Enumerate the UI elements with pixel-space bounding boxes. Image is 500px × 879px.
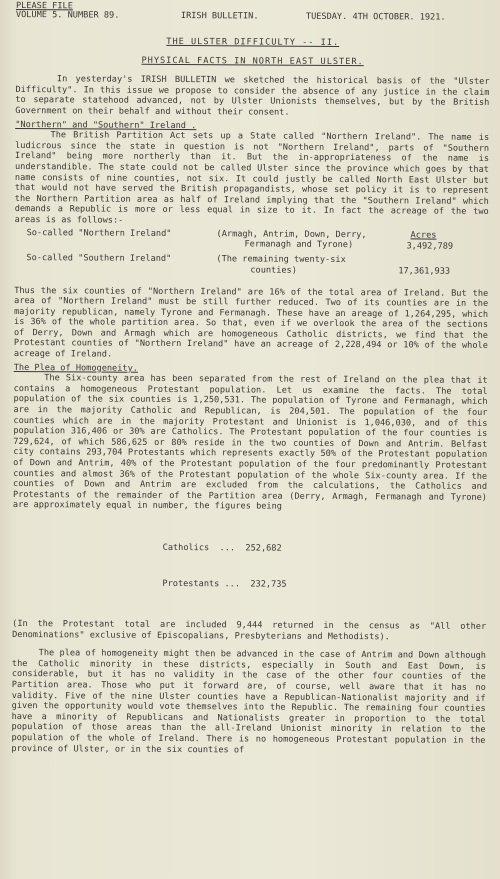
- bulletin-date: TUESDAY. 4TH OCTOBER. 1921.: [305, 11, 446, 23]
- intro-paragraph: In yesterday's IRISH BULLETIN we sketched the historical basis of the "Ulster Difficulty". In this issue we propose to consider the absence of any justice in the claim to separate statehood advanced, not by Ulster Unionists themselves, but by the British Government on their behalf and without their consent.: [15, 74, 495, 118]
- section1-paragraph1: The British Partition Act sets up a State called "Northern Ireland". The name is ludicrous since the state in question is not "Northern Ireland", parts of "Southern Ireland" being more northerly than it. But the in-appropriateness of the name is understandible. The state could not be called Ulster since the province which goes by that name consists of nine counties, not six. It could justly be called North East Ulster but that would not have served the British propagandists, whose set policy it is to represent the Northern Partition area as half of Ireland implying that the "Southern Ireland" which demands a Republic is more or less equal in size to it. In fact the acreage of the two areas is as follows:-: [14, 130, 495, 226]
- protestant-total-note: (In the Protestant total are included 9,444 returned in the census as "All other Denominations" exclusive of Episcopalians, Presbyterians and Methodists).: [12, 618, 492, 642]
- acreage-column-header: Acres: [410, 229, 437, 241]
- section1-paragraph2: Thus the six counties of "Northern Ireland" are 16% of the total area of Ireland. But the area of "Northern Ireland" must be still further reduced. Two of its counties are in the majority republican, namely Tyrone and Fermanagh. These have an areage of 1,264,295, which is 36% of the whole partition area. So that, even if we overlook the area of the sections of Derry, Down and Armagh which are homogeneous Catholic districts, we find that the Protestant counties of "Northern Ireland" have an acreage of 2,228,494 or 10% of the whole acreage of Ireland.: [13, 285, 494, 360]
- northern-desc2: Fermanagh and Tyrone): [244, 238, 354, 250]
- volume-number: VOLUME 5. NUMBER 89.: [15, 9, 120, 21]
- bulletin-document: [11, 0, 495, 757]
- bulletin-name: IRISH BULLETIN.: [180, 11, 259, 22]
- bulletin-header: [16, 10, 490, 27]
- acreage-table: [14, 227, 488, 288]
- population-figures: [162, 518, 487, 616]
- release-stamp: PLEASE FILE: [15, 0, 73, 12]
- southern-label: So-called "Southern Ireland": [26, 252, 172, 264]
- protestants-figure: Protestants ... 232,735: [162, 578, 287, 590]
- section2-paragraph2: The plea of homogeneity might then be advanced in the case of Antrim and Down although the Catholic minority in these districts, especially in South and East Down, is considerable, but it has no validity in the case of the other four counties of the Partition area. Those who put it forward are, of course, well aware that it has no validity. Five of the nine Ulster counties have a Republican-Nationalist majority and if given the opportunity would vote themselves into the Republic. The remaining four counties have a minority of Republicans and Nationalists greater in proportion to the total population of those areas than the all-Ireland Unionist minority in relation to the population of the whole of Ireland. There is no homogeneous Protestant population in the province of Ulster, or in the six counties of: [11, 648, 492, 755]
- northern-label: So-called "Northern Ireland": [26, 227, 172, 239]
- page-subtitle: PHYSICAL FACTS IN NORTH EAST ULSTER.: [141, 55, 364, 67]
- section2-paragraph1: The Six-county area has been separated from the rest of Ireland on the plea that it contains a homogeneous Protestant population. Let us examine the facts. The total population of the six counties is 1,250,531. The population of Tyrone and Fermanagh, which are in the majority Catholic and Republican, is 204,501. The population of the four counties which are in the majority Protestant and Unionist is 1,046,030, and of this population 316,406 or 30% are Catholics. The Protestant population of the four counties is 729,624, of which 586,625 or 80% reside in the two counties of Down and Antrim. Belfast city contains 293,704 Protestants which represents exactly 50% of the Protestant population of Down and Antrim, 40% of the Protestant population of the four predominantly Protestant counties and almost 36% of the Protestant population of the whole Six-county area. If the counties of Down and Antrim are excluded from the calculations, the Catholics and Protestants of the remainder of the Partition area (Derry, Armagh, Fermanagh and Tyrone) are approximately equal in number, the figures being: [12, 373, 493, 513]
- northern-value: 3,492,789: [406, 240, 454, 252]
- southern-value: 17,361,933: [398, 265, 451, 277]
- section-heading-homogeneity: The Plea of Homogeneity.: [13, 362, 138, 374]
- page-title: THE ULSTER DIFFICULTY -- II.: [166, 36, 340, 48]
- southern-desc2: counties): [250, 264, 297, 276]
- southern-desc: (The remaining twenty-six: [216, 253, 346, 265]
- northern-desc: (Armagh, Antrim, Down, Derry,: [216, 228, 367, 240]
- section-heading-northern-southern: "Northern" and "Southern" Ireland .: [15, 119, 197, 131]
- catholics-figure: Catholics ... 252,682: [162, 542, 282, 554]
